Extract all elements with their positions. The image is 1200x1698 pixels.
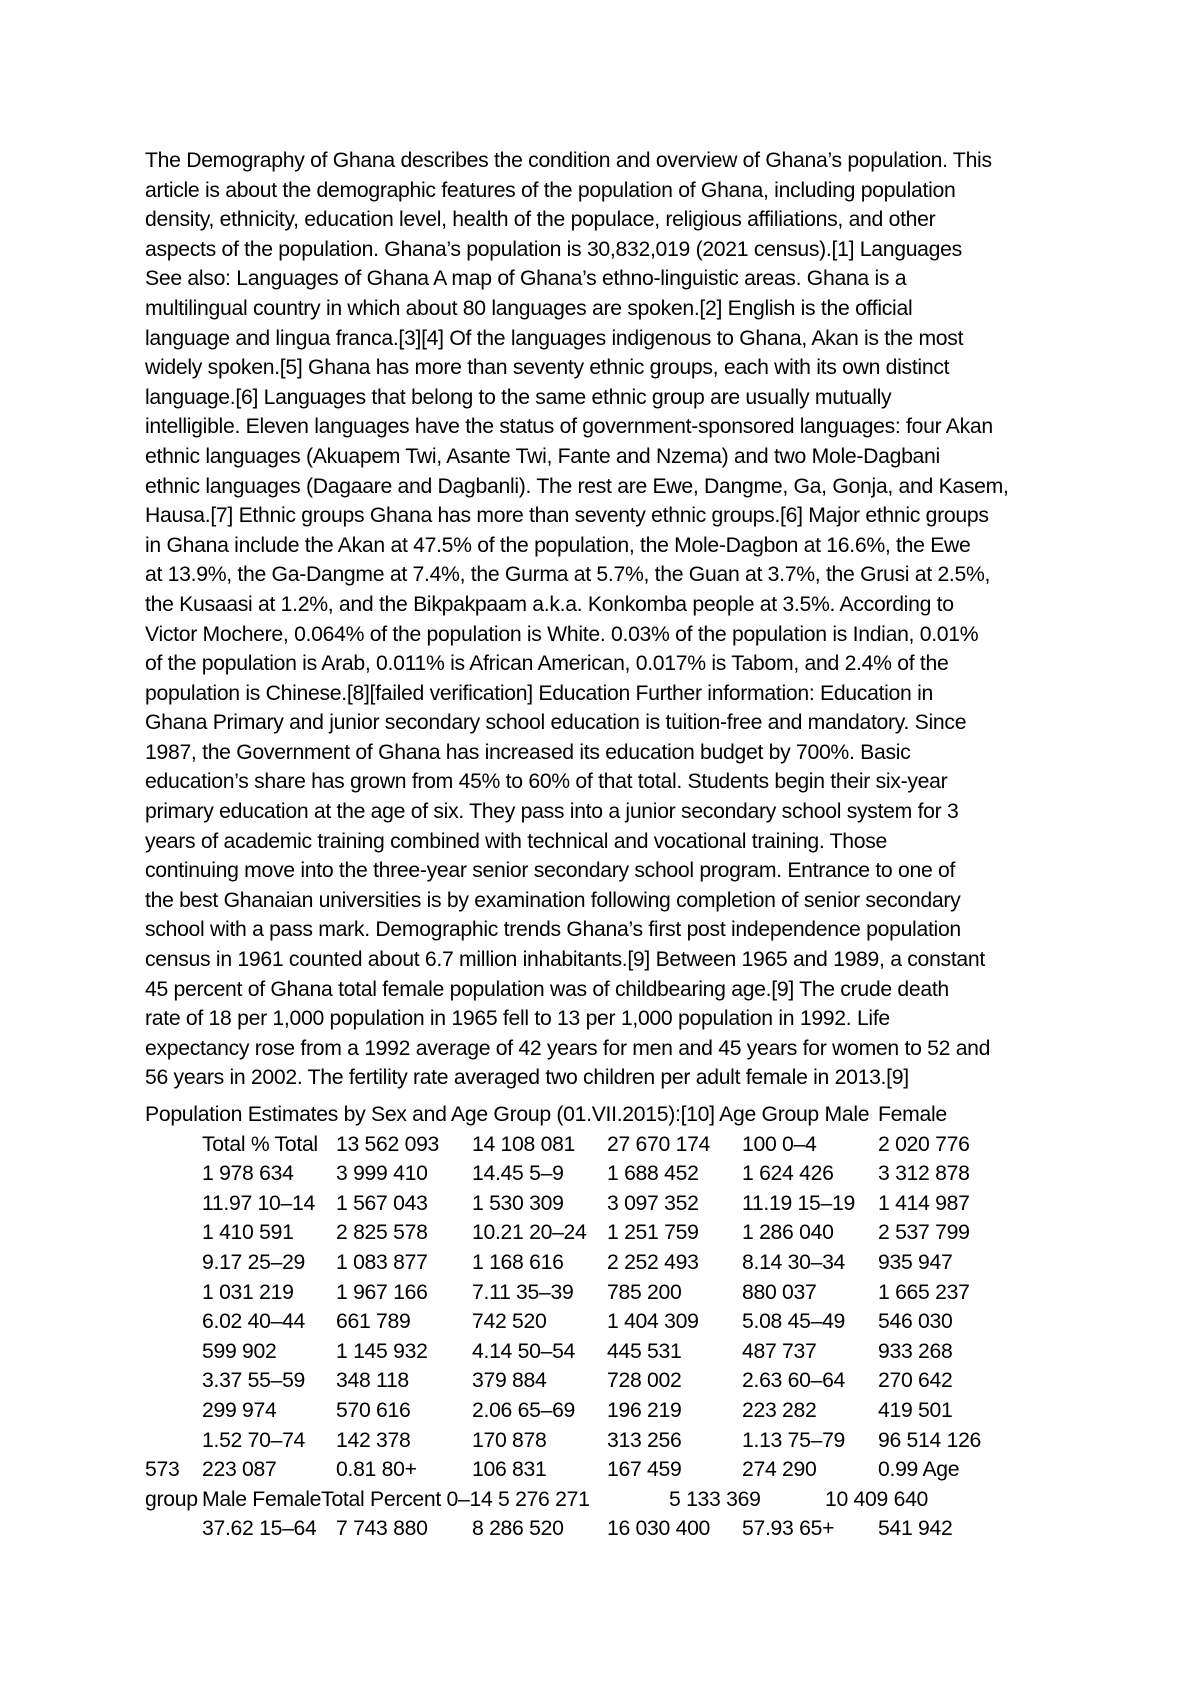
table-cell: 785 200 [607,1280,682,1304]
table-cell: 7.11 35–39 [472,1280,574,1304]
table-cell: 880 037 [742,1280,817,1304]
table-cell: 348 118 [336,1369,409,1393]
table-cell: 14 108 081 [472,1132,576,1156]
paragraph-line: ethnic languages (Dagaare and Dagbanli). The rest are Ewe, Dangme, Ga, Gonja, and Kasem, [145,474,1009,498]
table-cell: 661 789 [336,1310,411,1334]
paragraph-line: ethnic languages (Akuapem Twi, Asante Twi, Fante and Nzema) and two Mole-Dagbani [145,444,940,468]
table-row [145,1514,1065,1544]
table-cell: 2.63 60–64 [742,1369,846,1393]
table-cell: 1 410 591 [202,1221,294,1245]
table-cell: 3 312 878 [878,1162,970,1186]
table-cell: 1 286 040 [742,1221,834,1245]
table-row [145,1426,1065,1456]
table-cell: 14.45 5–9 [472,1162,564,1186]
table-cell: 196 219 [607,1398,682,1422]
table-cell: 419 501 [878,1398,953,1422]
document-body-text [145,146,1065,1093]
table-cell: 6.02 40–44 [202,1310,306,1334]
paragraph-line: primary education at the age of six. They pass into a junior secondary school system for 3 [145,800,959,824]
table-cell: 270 642 [878,1369,953,1393]
table-cell: group [145,1487,198,1511]
table-cell: Female [878,1103,947,1126]
table-row [145,1396,1065,1426]
paragraph-line: continuing move into the three-year senior secondary school program. Entrance to one of [145,859,956,883]
table-cell: 299 974 [202,1398,277,1422]
table-cell: 5 133 369 [669,1487,761,1511]
paragraph-line: See also: Languages of Ghana A map of Ghana’s ethno-linguistic areas. Ghana is a [145,267,907,291]
table-cell: Male FemaleTotal Percent 0–14 5 276 271 [202,1487,590,1511]
table-row [145,1337,1065,1367]
table-cell: 3 999 410 [336,1162,428,1186]
paragraph-line: years of academic training combined with technical and vocational training. Those [145,829,888,853]
table-cell: 1 168 616 [472,1250,564,1274]
table-cell: 13 562 093 [336,1132,440,1156]
paragraph-line: the best Ghanaian universities is by examination following completion of senior secondary [145,888,961,912]
table-cell: 274 290 [742,1458,817,1482]
table-cell: 570 616 [336,1398,411,1422]
table-cell: 3.37 55–59 [202,1369,306,1393]
paragraph-line: population is Chinese.[8][failed verification] Education Further information: Education in [145,681,934,705]
paragraph-line: Hausa.[7] Ethnic groups Ghana has more than seventy ethnic groups.[6] Major ethnic groups [145,504,989,528]
paragraph-line: The Demography of Ghana describes the condition and overview of Ghana’s population. This [145,149,992,172]
table-cell: 106 831 [472,1458,547,1482]
table-cell: 1 031 219 [202,1280,294,1304]
table-cell: 1.52 70–74 [202,1428,306,1452]
paragraph-line: article is about the demographic features of the population of Ghana, including population [145,178,956,202]
table-cell: 9.17 25–29 [202,1250,306,1274]
table-cell: 1 414 987 [878,1191,970,1215]
paragraph-line: intelligible. Eleven languages have the status of government-sponsored languages: four Akan [145,415,993,439]
table-cell: 167 459 [607,1458,682,1482]
table-row [145,1455,1065,1485]
table-cell: 0.99 Age [878,1458,960,1482]
table-cell: 223 087 [202,1458,277,1482]
table-cell: Total % Total [202,1132,318,1156]
table-cell: 223 282 [742,1398,817,1422]
table-cell: 1 530 309 [472,1191,564,1215]
table-cell: 142 378 [336,1428,411,1452]
table-row [145,1485,1065,1515]
paragraph-line: 56 years in 2002. The fertility rate averaged two children per adult female in 2013.[9] [145,1066,909,1090]
table-cell: 4.14 50–54 [472,1339,576,1363]
table-cell: 8.14 30–34 [742,1250,846,1274]
table-cell: 7 743 880 [336,1517,428,1541]
table-cell: 728 002 [607,1369,682,1393]
table-row [145,1130,1065,1160]
table-cell: 933 268 [878,1339,953,1363]
table-cell: 3 097 352 [607,1191,699,1215]
table-cell: 5.08 45–49 [742,1310,846,1334]
paragraph-line: expectancy rose from a 1992 average of 42 years for men and 45 years for women to 52 and [145,1036,991,1060]
paragraph-line: at 13.9%, the Ga-Dangme at 7.4%, the Gurma at 5.7%, the Guan at 3.7%, the Grusi at 2.5%, [145,563,991,587]
paragraph-line: multilingual country in which about 80 languages are spoken.[2] English is the official [145,296,913,320]
table-cell: 487 737 [742,1339,817,1363]
table-cell: 1 083 877 [336,1250,428,1274]
paragraph-line: in Ghana include the Akan at 47.5% of the population, the Mole-Dagbon at 16.6%, the Ewe [145,533,971,557]
table-cell: 1 624 426 [742,1162,834,1186]
table-row [145,1189,1065,1219]
table-cell: 1 665 237 [878,1280,970,1304]
table-cell: 1 145 932 [336,1339,428,1363]
table-cell: 2 825 578 [336,1221,428,1245]
paragraph-line: Ghana Primary and junior secondary school education is tuition-free and mandatory. Since [145,711,967,735]
paragraph-line: language.[6] Languages that belong to the same ethnic group are usually mutually [145,385,892,409]
table-row [145,1159,1065,1189]
table-cell: 0.81 80+ [336,1458,417,1482]
table-row [145,1307,1065,1337]
table-cell: 935 947 [878,1250,953,1274]
table-cell: 541 942 [878,1517,953,1541]
table-cell: 2.06 65–69 [472,1398,576,1422]
table-cell: 57.93 65+ [742,1517,835,1541]
table-cell: 1 978 634 [202,1162,294,1186]
table-cell: 100 0–4 [742,1132,817,1156]
table-row [145,1366,1065,1396]
paragraph-line: school with a pass mark. Demographic trends Ghana’s first post independence population [145,918,961,942]
table-cell: 10.21 20–24 [472,1221,587,1245]
table-cell: 1 688 452 [607,1162,699,1186]
table-cell: 96 514 126 [878,1428,982,1452]
paragraph-line: rate of 18 per 1,000 population in 1965 fell to 13 per 1,000 population in 1992. Life [145,1007,890,1031]
table-cell: 37.62 15–64 [202,1517,317,1541]
paragraph-line: density, ethnicity, education level, health of the populace, religious affiliations, and other [145,208,936,232]
table-cell: 445 531 [607,1339,682,1363]
table-cell: 2 537 799 [878,1221,970,1245]
paragraph-line: Victor Mochere, 0.064% of the population is White. 0.03% of the population is Indian, 0.01% [145,622,979,646]
table-cell: 379 884 [472,1369,547,1393]
paragraph-line: widely spoken.[5] Ghana has more than seventy ethnic groups, each with its own distinct [145,356,950,380]
paragraph-line: 1987, the Government of Ghana has increased its education budget by 700%. Basic [145,740,911,764]
paragraph-line: census in 1961 counted about 6.7 million inhabitants.[9] Between 1965 and 1989, a constant [145,948,985,972]
table-cell: 742 520 [472,1310,547,1334]
table-row [145,1218,1065,1248]
table-cell: 27 670 174 [607,1132,711,1156]
table-row [145,1100,1065,1130]
table-cell: 313 256 [607,1428,682,1452]
table-cell: 1.13 75–79 [742,1428,846,1452]
population-estimates-table [145,1100,1065,1544]
table-cell: 546 030 [878,1310,953,1334]
table-cell: 8 286 520 [472,1517,564,1541]
table-cell: 11.19 15–19 [742,1191,855,1215]
paragraph-line: aspects of the population. Ghana’s population is 30,832,019 (2021 census).[1] Languages [145,237,962,261]
paragraph-line: 45 percent of Ghana total female population was of childbearing age.[9] The crude death [145,977,949,1001]
table-row [145,1278,1065,1308]
table-row [145,1248,1065,1278]
table-cell: 1 251 759 [607,1221,699,1245]
table-cell: 2 020 776 [878,1132,970,1156]
table-cell: 170 878 [472,1428,547,1452]
table-cell: 11.97 10–14 [202,1191,315,1215]
paragraph-line: the Kusaasi at 1.2%, and the Bikpakpaam a.k.a. Konkomba people at 3.5%. According to [145,592,954,616]
table-cell: Population Estimates by Sex and Age Group (01.VII.2015):[10] Age Group Male [145,1103,870,1126]
table-cell: 16 030 400 [607,1517,711,1541]
table-cell: 2 252 493 [607,1250,699,1274]
paragraph-line: of the population is Arab, 0.011% is African American, 0.017% is Tabom, and 2.4% of the [145,652,949,676]
table-cell: 1 567 043 [336,1191,428,1215]
paragraph-line: education’s share has grown from 45% to 60% of that total. Students begin their six-year [145,770,948,794]
table-cell: 573 [145,1458,180,1482]
table-cell: 10 409 640 [825,1487,929,1511]
table-cell: 1 404 309 [607,1310,699,1334]
paragraph-line: language and lingua franca.[3][4] Of the languages indigenous to Ghana, Akan is the most [145,326,964,350]
table-cell: 599 902 [202,1339,277,1363]
table-cell: 1 967 166 [336,1280,428,1304]
